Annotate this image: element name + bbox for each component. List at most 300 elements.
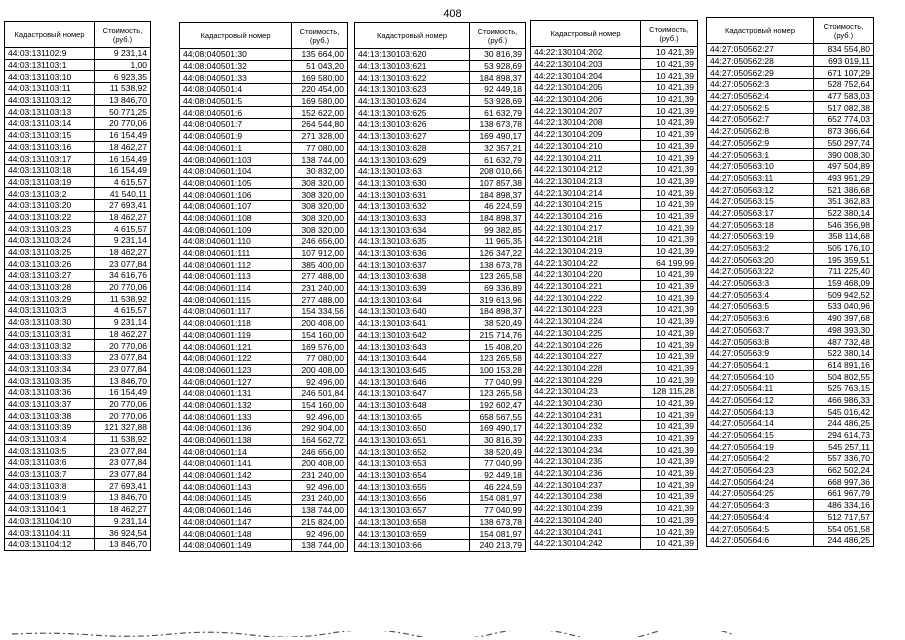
cost-cell: 154 334,56 xyxy=(292,306,348,318)
table-row xyxy=(5,83,151,95)
cost-cell: 10 421,39 xyxy=(641,502,698,514)
cost-cell: 10 421,39 xyxy=(641,409,698,421)
table-row xyxy=(5,340,151,352)
cost-cell: 277 488,00 xyxy=(292,294,348,306)
cadastral-number-cell: 44:27:050563:17 xyxy=(707,207,814,219)
table-row xyxy=(355,306,526,318)
cadastral-number-cell: 44:27:050564:1 xyxy=(707,359,814,371)
table-row xyxy=(707,441,874,453)
cadastral-number-cell: 44:03:131103:22 xyxy=(5,211,95,223)
cost-cell: 13 846,70 xyxy=(95,94,151,106)
cost-cell: 13 846,70 xyxy=(95,538,151,550)
cost-cell: 10 421,39 xyxy=(641,82,698,94)
cadastral-number-cell: 44:22:130104:237 xyxy=(531,479,641,491)
cost-cell: 15 408,20 xyxy=(470,341,526,353)
cadastral-number-cell: 44:03:131102:9 xyxy=(5,48,95,60)
table-row xyxy=(707,289,874,301)
table-row xyxy=(531,526,698,538)
table-row xyxy=(707,160,874,172)
cadastral-number-cell: 44:03:131103:39 xyxy=(5,422,95,434)
cost-cell: 9 231,14 xyxy=(95,48,151,60)
cadastral-number-cell: 44:22:130104:241 xyxy=(531,526,641,538)
cost-cell: 10 421,39 xyxy=(641,444,698,456)
table-row xyxy=(180,95,348,107)
cadastral-number-cell: 44:13:130103:642 xyxy=(355,329,470,341)
cost-cell: 668 997,36 xyxy=(814,476,874,488)
cost-cell: 138 744,00 xyxy=(292,154,348,166)
cadastral-number-cell: 44:27:050564:15 xyxy=(707,429,814,441)
table-row xyxy=(707,44,874,56)
cost-cell: 123 265,58 xyxy=(470,352,526,364)
table-row xyxy=(5,246,151,258)
cost-cell: 477 583,03 xyxy=(814,90,874,102)
cost-cell: 528 752,64 xyxy=(814,79,874,91)
cadastral-number-cell: 44:08:040601:149 xyxy=(180,539,292,551)
cost-cell: 10 421,39 xyxy=(641,47,698,59)
cost-cell: 16 154,49 xyxy=(95,386,151,398)
table-header-row xyxy=(180,23,348,49)
cadastral-number-cell: 44:13:130103:638 xyxy=(355,271,470,283)
table-row xyxy=(5,515,151,527)
table-row xyxy=(707,90,874,102)
table-row xyxy=(355,411,526,423)
cost-cell: 23 077,84 xyxy=(95,351,151,363)
cadastral-number-cell: 44:03:131103:29 xyxy=(5,293,95,305)
cost-cell: 77 080,00 xyxy=(292,142,348,154)
cost-cell: 11 538,92 xyxy=(95,433,151,445)
cost-cell: 169 580,00 xyxy=(292,72,348,84)
table-row xyxy=(180,458,348,470)
cadastral-number-cell: 44:03:131103:15 xyxy=(5,129,95,141)
cost-cell: 550 297,74 xyxy=(814,137,874,149)
table-row xyxy=(5,503,151,515)
table-row xyxy=(180,165,348,177)
cost-cell: 123 265,58 xyxy=(470,271,526,283)
cadastral-number-cell: 44:03:131103:26 xyxy=(5,258,95,270)
table-row xyxy=(5,457,151,469)
header-cadastral-number: Кадастровый номер xyxy=(355,23,470,49)
cadastral-number-cell: 44:13:130103:620 xyxy=(355,49,470,61)
table-row xyxy=(5,316,151,328)
cost-cell: 184 898,37 xyxy=(470,306,526,318)
cost-cell: 231 240,00 xyxy=(292,493,348,505)
table-row xyxy=(355,528,526,540)
cadastral-number-cell: 44:22:130104:242 xyxy=(531,537,641,549)
cost-cell: 18 462,27 xyxy=(95,328,151,340)
table-row xyxy=(707,347,874,359)
table-row xyxy=(5,129,151,141)
cadastral-number-cell: 44:03:131104:11 xyxy=(5,527,95,539)
table-row xyxy=(707,499,874,511)
table-row xyxy=(5,527,151,539)
cost-cell: 10 421,39 xyxy=(641,479,698,491)
table-header-row xyxy=(355,23,526,49)
cost-cell: 10 421,39 xyxy=(641,280,698,292)
cadastral-number-cell: 44:22:130104:223 xyxy=(531,304,641,316)
table-row xyxy=(5,538,151,550)
cost-cell: 10 421,39 xyxy=(641,537,698,549)
cost-cell: 11 538,92 xyxy=(95,293,151,305)
table-row xyxy=(180,60,348,72)
cadastral-number-cell: 44:22:130104:231 xyxy=(531,409,641,421)
table-row xyxy=(707,406,874,418)
table-row xyxy=(707,277,874,289)
cadastral-number-cell: 44:13:130103:658 xyxy=(355,516,470,528)
cost-cell: 92 496,00 xyxy=(292,376,348,388)
cost-cell: 546 356,98 xyxy=(814,219,874,231)
cadastral-number-cell: 44:22:130104:215 xyxy=(531,198,641,210)
table-row xyxy=(355,352,526,364)
cost-cell: 154 081,97 xyxy=(470,493,526,505)
table-row xyxy=(707,172,874,184)
cadastral-number-cell: 44:27:050563:12 xyxy=(707,184,814,196)
cadastral-number-cell: 44:08:040601:123 xyxy=(180,364,292,376)
table-row xyxy=(180,236,348,248)
cadastral-number-cell: 44:08:040601:106 xyxy=(180,189,292,201)
cost-cell: 215 824,00 xyxy=(292,516,348,528)
table-row xyxy=(5,422,151,434)
table-row xyxy=(707,242,874,254)
cost-cell: 10 421,39 xyxy=(641,105,698,117)
table-row xyxy=(531,537,698,549)
table-row xyxy=(5,235,151,247)
cadastral-number-cell: 44:13:130103:657 xyxy=(355,504,470,516)
table-row xyxy=(5,164,151,176)
cost-cell: 277 488,00 xyxy=(292,271,348,283)
table-row xyxy=(5,199,151,211)
cadastral-number-cell: 44:13:130103:628 xyxy=(355,142,470,154)
table-row xyxy=(355,399,526,411)
table-row xyxy=(180,49,348,61)
cost-cell: 220 454,00 xyxy=(292,84,348,96)
table-row xyxy=(180,434,348,446)
cadastral-number-cell: 44:03:131103:4 xyxy=(5,433,95,445)
table-row xyxy=(707,418,874,430)
cost-cell: 246 656,00 xyxy=(292,236,348,248)
cadastral-number-cell: 44:08:040601:109 xyxy=(180,224,292,236)
table-row xyxy=(531,222,698,234)
cost-cell: 385 400,00 xyxy=(292,259,348,271)
cost-cell: 16 154,49 xyxy=(95,153,151,165)
cadastral-number-cell: 44:08:040501:30 xyxy=(180,49,292,61)
cadastral-number-cell: 44:13:130103:653 xyxy=(355,458,470,470)
table-row xyxy=(531,280,698,292)
table-row xyxy=(180,469,348,481)
table-row xyxy=(5,386,151,398)
cost-cell: 38 520,49 xyxy=(470,317,526,329)
table-row xyxy=(355,236,526,248)
table-row xyxy=(707,67,874,79)
table-row xyxy=(531,234,698,246)
table-row xyxy=(355,458,526,470)
cadastral-number-cell: 44:22:130104:211 xyxy=(531,152,641,164)
cost-cell: 319 613,96 xyxy=(470,294,526,306)
cadastral-number-cell: 44:22:130104:218 xyxy=(531,234,641,246)
table-row xyxy=(355,95,526,107)
table-row xyxy=(180,423,348,435)
cadastral-number-cell: 44:27:050564:10 xyxy=(707,371,814,383)
table-row xyxy=(355,516,526,528)
table-row xyxy=(5,106,151,118)
cost-cell: 126 347,22 xyxy=(470,247,526,259)
cost-cell: 493 951,29 xyxy=(814,172,874,184)
table-header-row xyxy=(5,22,151,48)
table-row xyxy=(5,188,151,200)
table-row xyxy=(531,82,698,94)
table-row xyxy=(707,207,874,219)
table-row xyxy=(5,398,151,410)
cadastral-number-cell: 44:13:130103:651 xyxy=(355,434,470,446)
cost-cell: 200 408,00 xyxy=(292,458,348,470)
cost-cell: 4 615,57 xyxy=(95,223,151,235)
cost-cell: 504 802,55 xyxy=(814,371,874,383)
table-row xyxy=(355,317,526,329)
cost-cell: 351 362,83 xyxy=(814,195,874,207)
table-row xyxy=(180,200,348,212)
cost-cell: 20 770,06 xyxy=(95,340,151,352)
cost-cell: 138 744,00 xyxy=(292,539,348,551)
cost-cell: 11 965,35 xyxy=(470,236,526,248)
table-row xyxy=(180,376,348,388)
cadastral-number-cell: 44:03:131103:18 xyxy=(5,164,95,176)
cost-cell: 505 176,10 xyxy=(814,242,874,254)
cost-cell: 264 544,80 xyxy=(292,119,348,131)
cost-cell: 10 421,39 xyxy=(641,315,698,327)
table-row xyxy=(5,118,151,130)
cadastral-number-cell: 44:27:050563:22 xyxy=(707,266,814,278)
cadastral-number-cell: 44:03:131103:20 xyxy=(5,199,95,211)
table-row xyxy=(5,351,151,363)
cadastral-number-cell: 44:03:131103:19 xyxy=(5,176,95,188)
cadastral-number-cell: 44:27:050564:4 xyxy=(707,511,814,523)
table-row xyxy=(180,282,348,294)
cadastral-number-cell: 44:22:130104:226 xyxy=(531,339,641,351)
cost-cell: 671 107,29 xyxy=(814,67,874,79)
cadastral-number-cell: 44:08:040601:108 xyxy=(180,212,292,224)
cadastral-number-cell: 44:03:131103:23 xyxy=(5,223,95,235)
cost-cell: 10 421,39 xyxy=(641,491,698,503)
table-row xyxy=(5,59,151,71)
table-row xyxy=(180,130,348,142)
cadastral-number-cell: 44:22:130104:224 xyxy=(531,315,641,327)
table-row xyxy=(355,539,526,551)
cadastral-number-cell: 44:03:131103:6 xyxy=(5,457,95,469)
table-row xyxy=(355,72,526,84)
cost-cell: 195 359,51 xyxy=(814,254,874,266)
table-row xyxy=(355,130,526,142)
cadastral-number-cell: 44:13:130103:626 xyxy=(355,119,470,131)
cost-cell: 10 421,39 xyxy=(641,175,698,187)
cadastral-table-1 xyxy=(4,21,151,551)
cadastral-number-cell: 44:08:040601:138 xyxy=(180,434,292,446)
cadastral-number-cell: 44:13:130103:652 xyxy=(355,446,470,458)
cadastral-number-cell: 44:22:130104:229 xyxy=(531,374,641,386)
cadastral-number-cell: 44:13:130103:639 xyxy=(355,282,470,294)
table-row xyxy=(180,411,348,423)
table-row xyxy=(355,60,526,72)
cadastral-number-cell: 44:08:040601:118 xyxy=(180,317,292,329)
cost-cell: 517 082,38 xyxy=(814,102,874,114)
cost-cell: 10 421,39 xyxy=(641,198,698,210)
cost-cell: 10 421,39 xyxy=(641,526,698,538)
cost-cell: 834 554,80 xyxy=(814,44,874,56)
table-row xyxy=(531,339,698,351)
cadastral-number-cell: 44:27:050564:24 xyxy=(707,476,814,488)
table-row xyxy=(707,394,874,406)
cost-cell: 23 077,84 xyxy=(95,457,151,469)
table-row xyxy=(531,105,698,117)
cadastral-number-cell: 44:27:050563:1 xyxy=(707,149,814,161)
cadastral-number-cell: 44:13:130103:654 xyxy=(355,469,470,481)
table-row xyxy=(707,464,874,476)
cost-cell: 10 421,39 xyxy=(641,152,698,164)
cost-cell: 164 562,72 xyxy=(292,434,348,446)
cadastral-number-cell: 44:22:130104:204 xyxy=(531,70,641,82)
cadastral-number-cell: 44:03:131103:10 xyxy=(5,71,95,83)
header-cadastral-number: Кадастровый номер xyxy=(180,23,292,49)
cadastral-number-cell: 44:22:130104:220 xyxy=(531,269,641,281)
cost-cell: 107 857,38 xyxy=(470,177,526,189)
cadastral-number-cell: 44:13:130103:66 xyxy=(355,539,470,551)
cost-cell: 509 942,52 xyxy=(814,289,874,301)
cost-cell: 99 382,85 xyxy=(470,224,526,236)
cadastral-number-cell: 44:22:130104:206 xyxy=(531,93,641,105)
cost-cell: 200 408,00 xyxy=(292,364,348,376)
cadastral-number-cell: 44:08:040501:33 xyxy=(180,72,292,84)
cadastral-number-cell: 44:08:040601:14 xyxy=(180,446,292,458)
cadastral-number-cell: 44:27:050564:3 xyxy=(707,499,814,511)
cost-cell: 36 924,54 xyxy=(95,527,151,539)
table-row xyxy=(180,294,348,306)
cadastral-number-cell: 44:03:131103:16 xyxy=(5,141,95,153)
cadastral-number-cell: 44:27:050563:2 xyxy=(707,242,814,254)
cadastral-number-cell: 44:22:130104:219 xyxy=(531,245,641,257)
table-row xyxy=(355,434,526,446)
cost-cell: 159 468,09 xyxy=(814,277,874,289)
table-row xyxy=(531,432,698,444)
cost-cell: 557 336,70 xyxy=(814,453,874,465)
cost-cell: 10 421,39 xyxy=(641,432,698,444)
cost-cell: 246 656,00 xyxy=(292,446,348,458)
table-header-row xyxy=(707,18,874,44)
cost-cell: 23 077,84 xyxy=(95,468,151,480)
table-row xyxy=(180,493,348,505)
cadastral-number-cell: 44:13:130103:63 xyxy=(355,165,470,177)
cost-cell: 20 770,06 xyxy=(95,398,151,410)
cadastral-number-cell: 44:03:131103:35 xyxy=(5,375,95,387)
table-header-row xyxy=(531,21,698,47)
cost-cell: 294 614,73 xyxy=(814,429,874,441)
cadastral-number-cell: 44:22:130104:225 xyxy=(531,327,641,339)
cadastral-number-cell: 44:08:040601:147 xyxy=(180,516,292,528)
table-row xyxy=(180,142,348,154)
cost-cell: 498 393,30 xyxy=(814,324,874,336)
footer-scan-artifact xyxy=(12,631,732,637)
table-row xyxy=(531,70,698,82)
cadastral-number-cell: 44:13:130103:648 xyxy=(355,399,470,411)
table-row xyxy=(355,504,526,516)
cost-cell: 231 240,00 xyxy=(292,469,348,481)
cadastral-number-cell: 44:27:050564:2 xyxy=(707,453,814,465)
cost-cell: 487 732,48 xyxy=(814,336,874,348)
cost-cell: 30 816,39 xyxy=(470,49,526,61)
cadastral-number-cell: 44:08:040501:32 xyxy=(180,60,292,72)
table-row xyxy=(180,317,348,329)
table-row xyxy=(180,177,348,189)
cost-cell: 10 421,39 xyxy=(641,210,698,222)
cadastral-number-cell: 44:03:131103:33 xyxy=(5,351,95,363)
table-row xyxy=(707,523,874,535)
cadastral-number-cell: 44:08:040601:117 xyxy=(180,306,292,318)
table-row xyxy=(531,514,698,526)
cost-cell: 16 154,49 xyxy=(95,164,151,176)
cadastral-number-cell: 44:13:130103:636 xyxy=(355,247,470,259)
cost-cell: 53 928,69 xyxy=(470,95,526,107)
cadastral-number-cell: 44:27:050562:9 xyxy=(707,137,814,149)
cost-cell: 490 397,68 xyxy=(814,312,874,324)
cadastral-number-cell: 44:13:130103:634 xyxy=(355,224,470,236)
cadastral-number-cell: 44:13:130103:64 xyxy=(355,294,470,306)
table-row xyxy=(707,149,874,161)
table-row xyxy=(531,140,698,152)
cost-cell: 13 846,70 xyxy=(95,375,151,387)
cadastral-table-2 xyxy=(179,22,348,552)
table-row xyxy=(5,363,151,375)
cost-cell: 77 040,99 xyxy=(470,504,526,516)
cadastral-number-cell: 44:03:131103:38 xyxy=(5,410,95,422)
cost-cell: 192 602,47 xyxy=(470,399,526,411)
cost-cell: 661 967,79 xyxy=(814,488,874,500)
cost-cell: 23 077,84 xyxy=(95,258,151,270)
table-row xyxy=(180,271,348,283)
cadastral-number-cell: 44:03:131103:14 xyxy=(5,118,95,130)
table-row xyxy=(707,254,874,266)
cadastral-number-cell: 44:22:130104:208 xyxy=(531,117,641,129)
cost-cell: 38 520,49 xyxy=(470,446,526,458)
cadastral-number-cell: 44:22:130104:212 xyxy=(531,163,641,175)
cadastral-number-cell: 44:27:050563:5 xyxy=(707,301,814,313)
table-row xyxy=(707,488,874,500)
cadastral-number-cell: 44:27:050562:28 xyxy=(707,55,814,67)
cost-cell: 10 421,39 xyxy=(641,397,698,409)
cadastral-number-cell: 44:27:050564:19 xyxy=(707,441,814,453)
table-row xyxy=(355,212,526,224)
cadastral-number-cell: 44:03:131103:1 xyxy=(5,59,95,71)
cadastral-number-cell: 44:03:131104:1 xyxy=(5,503,95,515)
cost-cell: 693 019,11 xyxy=(814,55,874,67)
cadastral-number-cell: 44:22:130104:221 xyxy=(531,280,641,292)
cost-cell: 10 421,39 xyxy=(641,350,698,362)
cost-cell: 77 040,99 xyxy=(470,376,526,388)
cadastral-number-cell: 44:13:130103:629 xyxy=(355,154,470,166)
cadastral-number-cell: 44:27:050564:6 xyxy=(707,534,814,546)
table-row xyxy=(5,223,151,235)
table-row xyxy=(180,119,348,131)
cost-cell: 18 462,27 xyxy=(95,246,151,258)
cost-cell: 9 231,14 xyxy=(95,316,151,328)
cadastral-number-cell: 44:27:050564:13 xyxy=(707,406,814,418)
cadastral-number-cell: 44:03:131103:27 xyxy=(5,270,95,282)
table-row xyxy=(707,125,874,137)
table-row xyxy=(531,210,698,222)
table-row xyxy=(707,534,874,546)
cadastral-number-cell: 44:13:130103:631 xyxy=(355,189,470,201)
cost-cell: 138 673,78 xyxy=(470,259,526,271)
cadastral-number-cell: 44:27:050563:11 xyxy=(707,172,814,184)
table-row xyxy=(355,259,526,271)
cost-cell: 10 421,39 xyxy=(641,117,698,129)
cost-cell: 244 486,25 xyxy=(814,418,874,430)
